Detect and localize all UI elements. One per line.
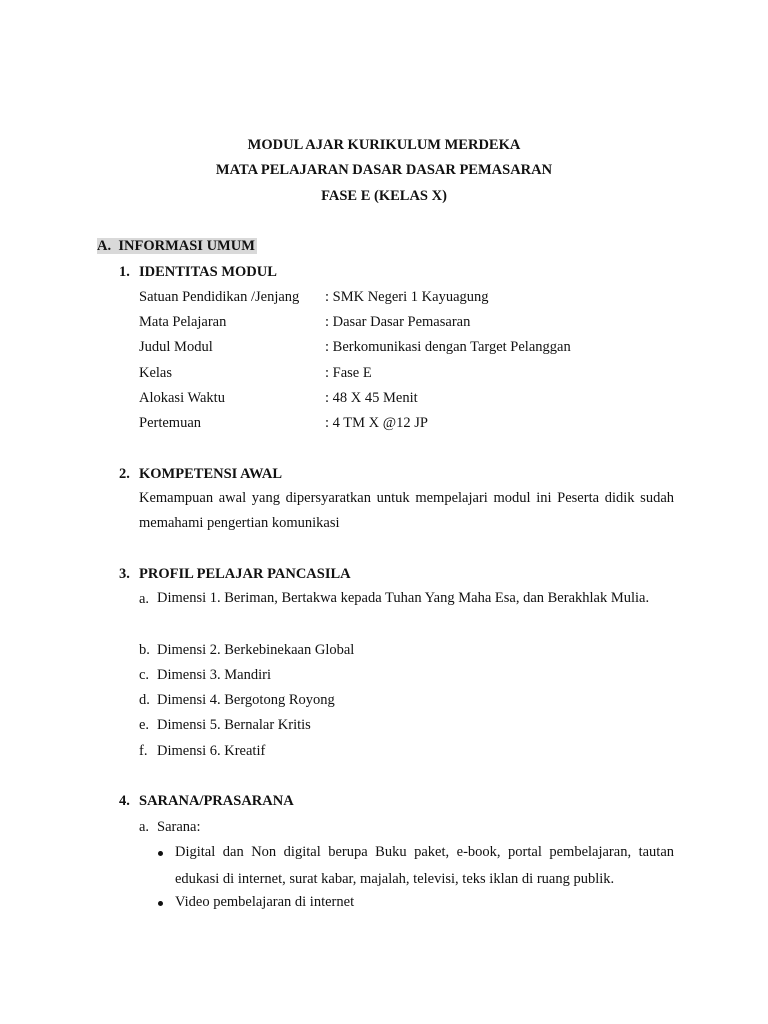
kompetensi-heading: KOMPETENSI AWAL — [139, 466, 283, 482]
profil-item-text: Dimensi 4. Bergotong Royong — [157, 692, 335, 708]
sarana-bullet-text: Digital dan Non digital berupa Buku paket, e-book, portal pembelajaran, tautan edukasi di internet, surat kabar, majalah, televisi, teks iklan di ruang publik. — [175, 844, 674, 887]
sarana-sub-label: Sarana: — [157, 819, 201, 835]
identitas-label: Kelas — [139, 365, 173, 381]
section-a-marker: A. — [97, 238, 112, 254]
identitas-label: Pertemuan — [139, 415, 202, 431]
profil-item-text: Dimensi 1. Beriman, Bertakwa kepada Tuhan Yang Maha Esa, dan Berakhlak Mulia. — [157, 590, 650, 606]
section-a-highlight — [97, 238, 257, 254]
profil-item-marker: c. — [139, 667, 150, 683]
profil-item-text: Dimensi 5. Bernalar Kritis — [157, 717, 311, 733]
document-title-line-1: MODUL AJAR KURIKULUM MERDEKA — [247, 137, 521, 153]
bullet-icon — [158, 901, 163, 906]
identitas-value: : 4 TM X @12 JP — [325, 415, 428, 431]
document-title-line-2: MATA PELAJARAN DASAR DASAR PEMASARAN — [215, 162, 553, 178]
identitas-value: : Berkomunikasi dengan Target Pelanggan — [325, 339, 571, 355]
identitas-number: 1. — [119, 264, 130, 280]
identitas-heading: IDENTITAS MODUL — [139, 264, 277, 280]
identitas-label: Mata Pelajaran — [139, 314, 227, 330]
identitas-value: : Dasar Dasar Pemasaran — [325, 314, 471, 330]
profil-item-marker: e. — [139, 717, 150, 733]
section-a-title: INFORMASI UMUM — [118, 238, 255, 254]
kompetensi-number: 2. — [119, 466, 130, 482]
sarana-bullet-text: Video pembelajaran di internet — [175, 894, 355, 910]
identitas-label: Satuan Pendidikan /Jenjang — [139, 289, 300, 305]
document-title-line-3: FASE E (KELAS X) — [321, 188, 447, 204]
identitas-value: : 48 X 45 Menit — [325, 390, 418, 406]
identitas-label: Alokasi Waktu — [139, 390, 225, 406]
sarana-number: 4. — [119, 793, 130, 809]
profil-item-marker: d. — [139, 692, 150, 708]
profil-item-marker: b. — [139, 642, 150, 658]
identitas-value: : SMK Negeri 1 Kayuagung — [325, 289, 489, 305]
bullet-icon — [158, 851, 163, 856]
section-a-heading — [97, 238, 257, 255]
profil-item-text: Dimensi 2. Berkebinekaan Global — [157, 642, 355, 658]
profil-item-marker: a. — [139, 591, 150, 607]
profil-item-text: Dimensi 6. Kreatif — [157, 743, 266, 759]
sarana-sub-marker: a. — [139, 819, 150, 835]
kompetensi-paragraph: Kemampuan awal yang dipersyaratkan untuk mempelajari modul ini Peserta didik sudah memahami pengertian komunikasi — [139, 490, 674, 531]
sarana-heading: SARANA/PRASARANA — [139, 793, 294, 809]
identitas-label: Judul Modul — [139, 339, 213, 355]
identitas-value: : Fase E — [325, 365, 372, 381]
profil-item-marker: f. — [139, 743, 148, 759]
profil-heading: PROFIL PELAJAR PANCASILA — [139, 566, 351, 582]
profil-number: 3. — [119, 566, 130, 582]
profil-item-text: Dimensi 3. Mandiri — [157, 667, 271, 683]
